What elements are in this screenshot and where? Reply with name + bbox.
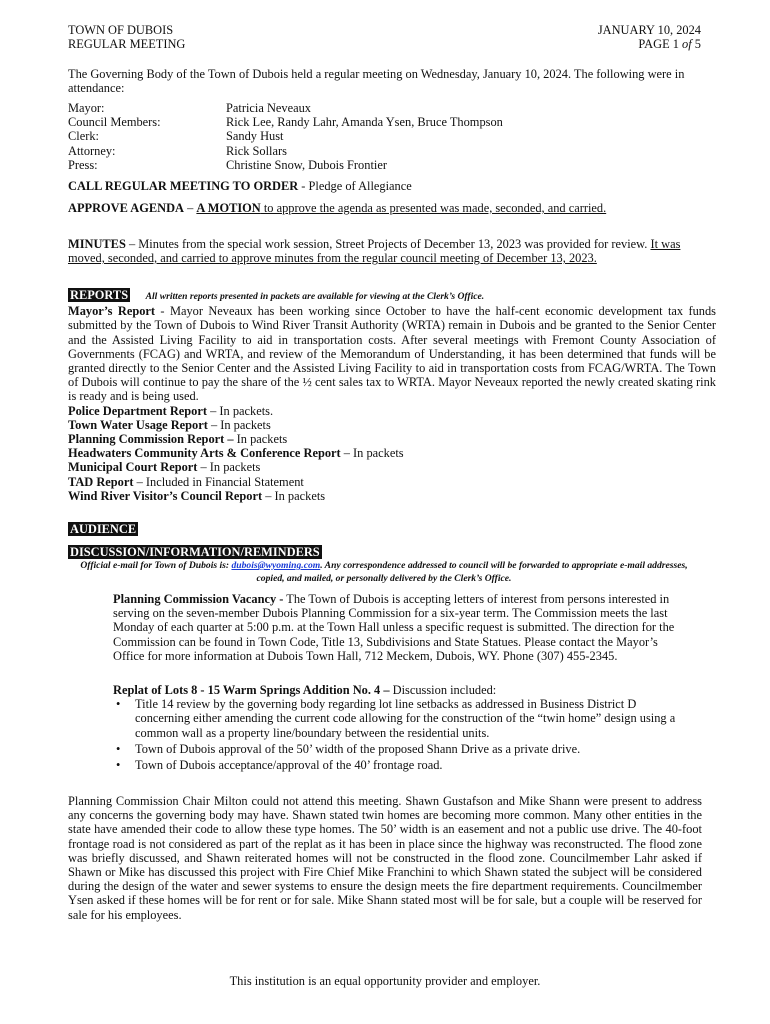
report-item-text: – In packets: [262, 488, 326, 503]
approve-agenda: [68, 201, 688, 215]
report-item-text: – In packets: [197, 460, 261, 475]
report-item: [68, 460, 716, 474]
attendance-role: Attorney:: [68, 143, 116, 158]
attendance-row: [68, 129, 688, 143]
report-item: [68, 418, 716, 432]
header-left: [68, 23, 185, 51]
call-to-order: [68, 179, 688, 193]
report-item-name: Wind River Visitor’s Council Report: [68, 488, 263, 503]
report-item-text: – In packets: [207, 417, 271, 432]
report-item-name: Headwaters Community Arts & Conference Report: [68, 446, 341, 461]
vacancy-text: The Town of Dubois is accepting letters of interest from persons interested in serving on the seven-member Dubois Planning Commission for a six-year term. The Commission meets the last Monday of each quarter at 5:00 p.m. at the Town Hall unless a specific request is submitted. The direction for the Commission can be found in Town Code, Title 13, Subdivisions and State Statues. Please contact the Mayor’s Office for more information at Dubois Town Hall, 712 Meckem, Dubois, WY. Phone (307) 455-2345.: [113, 592, 675, 663]
reports-heading-row: [68, 288, 716, 304]
audience-heading: AUDIENCE: [70, 522, 137, 536]
attendance-row: [68, 115, 688, 129]
report-item-name: Planning Commission Report –: [68, 432, 234, 447]
minutes-heading: MINUTES: [68, 237, 126, 251]
reports-heading: REPORTS: [70, 288, 129, 302]
minutes-text: – Minutes from the special work session, Street Projects of December 13, 2023 was provided for review.: [125, 237, 651, 251]
report-item-text: – In packets.: [207, 403, 274, 418]
motion-label: A MOTION: [196, 201, 261, 215]
report-item: [68, 432, 716, 446]
mayor-report-heading: Mayor’s Report: [68, 304, 156, 319]
attendance-role: Mayor:: [68, 101, 105, 115]
report-item-name: Town Water Usage Report: [68, 417, 208, 432]
report-item-name: Municipal Court Report: [68, 460, 198, 475]
reports-note: All written reports presented in packets are available for viewing at the Clerk’s Office.: [145, 291, 485, 302]
attendance-names: Sandy Hust: [226, 129, 284, 144]
replat-heading: Replat of Lots 8 - 15 Warm Springs Addition No. 4 –: [113, 683, 390, 697]
replat-heading-row: [113, 683, 685, 697]
header-right: [598, 23, 701, 51]
report-item-name: TAD Report: [68, 474, 134, 489]
mayor-report-text: - Mayor Neveaux has been working since October to have the half-cent economic development tax funds submitted by the Town of Dubois to Wind River Transit Authority (WRTA) remain in Dubois and be granted to the Senior Center and the Assisted Living Facility to aid in transportation costs. After several meetings with Fremont County Association of Governments (FCAG) and WRTA, and review of the Memorandum of Understanding, it has been determined that funds will be granted directly to the Senior Center and the Assisted Living Facility to aid in transportation costs from FCAG/WRTA. The Town of Dubois will continue to pay the share of the ½ cent sales tax to WRTA. Mayor Neveaux reported the newly created skating rink is ready and is being used.: [68, 304, 717, 404]
vacancy-paragraph: [113, 592, 685, 663]
attendance-role: Council Members:: [68, 115, 161, 130]
discussion-heading-row: [68, 545, 322, 559]
report-item-text: In packets: [233, 432, 288, 447]
page-number: [598, 37, 701, 51]
attendance-names: Rick Sollars: [226, 143, 287, 158]
approve-agenda-heading: APPROVE AGENDA: [68, 201, 184, 215]
meeting-date: JANUARY 10, 2024: [597, 23, 701, 37]
attendance-role: Press:: [68, 157, 98, 172]
discussion-heading: DISCUSSION/INFORMATION/REMINDERS: [70, 545, 320, 559]
call-to-order-heading: CALL REGULAR MEETING TO ORDER: [68, 179, 299, 193]
vacancy-heading: Planning Commission Vacancy -: [113, 592, 284, 606]
attendance-names: Patricia Neveaux: [226, 101, 311, 115]
replat-section: [113, 683, 685, 772]
page-of: of: [682, 37, 692, 52]
closing-paragraph: Planning Commission Chair Milton could not attend this meeting. Shawn Gustafson and Mike Shann were present to address any concerns the governing body may have. Shawn stated twin homes are becoming more common. Many other entities in the state have amended their code to allow these type homes. The 50’ width is an easement and not a public use drive. The 40-foot frontage road is not considered as part of the replat as it has been in place since the highway was reconstructed. The flood zone was briefly discussed, and Shawn reiterated homes will not be constructed in the flood zone. Councilmember Lahr asked if Shawn or Mike has discussed this project with Fire Chief Mike Franchini to which Shawn stated the subject will be considered during the design of the water and sewer systems to ensure the design meets the fire department requirements. Councilmember Ysen asked if these homes will be for rent or for sale. Mike Shann stated most will be for sale, but a couple will be reserved for sale for his employees.: [68, 794, 702, 922]
attendance-row: [68, 158, 688, 172]
approve-agenda-dash: –: [184, 201, 197, 215]
report-item: [68, 489, 716, 503]
report-item: [68, 404, 716, 418]
mayor-report: [68, 304, 716, 403]
intro-paragraph: The Governing Body of the Town of Dubois held a regular meeting on Wednesday, January 10, 2024. The following were in attendance:: [68, 67, 685, 96]
attendance-row: [68, 101, 688, 115]
attendance-list: [68, 101, 688, 172]
report-item-name: Police Department Report: [68, 403, 208, 418]
call-to-order-text: - Pledge of Allegiance: [298, 179, 412, 193]
report-item: [68, 475, 716, 489]
attendance-names: Rick Lee, Randy Lahr, Amanda Ysen, Bruce Thompson: [226, 115, 503, 130]
email-note: [78, 559, 690, 585]
footer-text: This institution is an equal opportunity provider and employer.: [229, 974, 541, 988]
replat-bullet-list: [113, 697, 685, 772]
email-note-suffix: . Any correspondence addressed to council will be forwarded to appropriate e-mail addresses, copied, and mailed, or personally delivered by the Clerk’s Office.: [256, 560, 688, 584]
minutes-section: [68, 237, 688, 265]
motion-text: to approve the agenda as presented was made, seconded, and carried.: [260, 201, 607, 215]
report-item-text: – Included in Financial Statement: [133, 474, 304, 489]
email-link[interactable]: dubois@wyoming.com: [231, 560, 321, 571]
reports-section: [68, 288, 716, 503]
replat-bullet: • Town of Dubois approval of the 50’ width of the proposed Shann Drive as a private drive.: [113, 742, 685, 756]
replat-text: Discussion included:: [389, 683, 497, 697]
attendance-role: Clerk:: [68, 129, 99, 144]
report-item-text: – In packets: [340, 446, 404, 461]
page-total: 5: [694, 37, 701, 52]
minutes-motion: It was moved, seconded, and carried to approve minutes from the regular council meeting of December 13, 2023.: [68, 237, 681, 266]
attendance-row: [68, 144, 688, 158]
email-note-prefix: Official e-mail for Town of Dubois is:: [80, 560, 232, 571]
meeting-type: REGULAR MEETING: [68, 37, 186, 52]
page-prefix: PAGE 1: [638, 37, 679, 52]
audience-section: [68, 522, 138, 536]
approve-agenda-motion: [196, 201, 606, 215]
replat-bullet: • Title 14 review by the governing body regarding lot line setbacks as addressed in Business District D concerning either amending the current code allowing for the construction of the “twin home” design using a common wall as a property line/boundary between the residential units.: [113, 697, 685, 740]
report-item: [68, 446, 716, 460]
attendance-names: Christine Snow, Dubois Frontier: [226, 157, 387, 172]
replat-bullet: • Town of Dubois acceptance/approval of the 40’ frontage road.: [113, 758, 685, 772]
town-name: TOWN OF DUBOIS: [68, 23, 174, 37]
